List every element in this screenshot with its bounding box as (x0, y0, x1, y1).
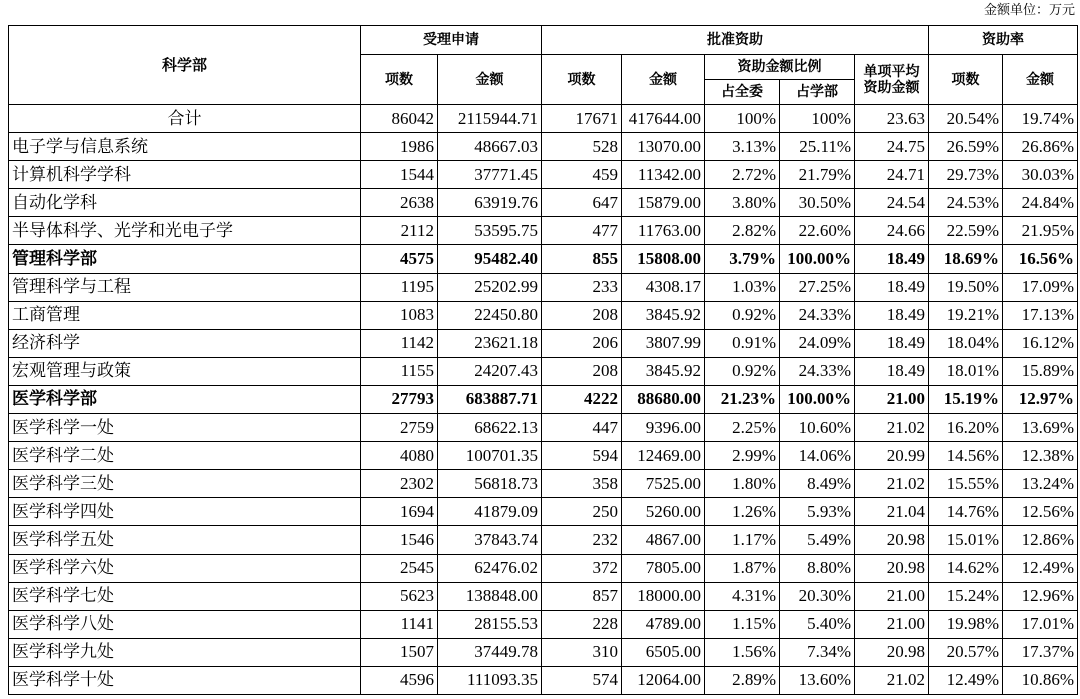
cell-approved-count: 208 (542, 358, 622, 386)
cell-share-of-department: 25.11% (780, 133, 855, 161)
cell-share-of-total: 1.03% (705, 274, 780, 302)
cell-approved-count: 208 (542, 302, 622, 330)
cell-average-amount: 24.75 (855, 133, 929, 161)
cell-rate-count: 14.56% (929, 442, 1003, 470)
cell-average-amount: 21.00 (855, 386, 929, 414)
cell-share-of-total: 1.56% (705, 639, 780, 667)
cell-department-name: 医学科学七处 (9, 583, 361, 611)
cell-rate-amount: 24.84% (1003, 189, 1078, 217)
cell-applied-count: 27793 (361, 386, 438, 414)
cell-share-of-department: 30.50% (780, 189, 855, 217)
cell-rate-count: 15.01% (929, 526, 1003, 554)
cell-approved-amount: 18000.00 (622, 583, 705, 611)
cell-applied-count: 86042 (361, 105, 438, 133)
cell-approved-amount: 3845.92 (622, 358, 705, 386)
cell-applied-amount: 37771.45 (438, 161, 542, 189)
header-applications: 受理申请 (361, 26, 542, 55)
cell-approved-count: 647 (542, 189, 622, 217)
cell-applied-count: 1507 (361, 639, 438, 667)
header-average-amount-line1: 单项平均 (863, 63, 920, 80)
cell-applied-amount: 22450.80 (438, 302, 542, 330)
header-approved: 批准资助 (542, 26, 929, 55)
cell-average-amount: 24.66 (855, 217, 929, 245)
cell-rate-amount: 12.56% (1003, 498, 1078, 526)
cell-department-name: 经济科学 (9, 330, 361, 358)
cell-approved-amount: 4789.00 (622, 611, 705, 639)
cell-applied-amount: 25202.99 (438, 274, 542, 302)
cell-approved-count: 528 (542, 133, 622, 161)
cell-average-amount: 24.71 (855, 161, 929, 189)
cell-average-amount: 20.98 (855, 639, 929, 667)
cell-applied-count: 4080 (361, 442, 438, 470)
cell-department-name: 医学科学二处 (9, 442, 361, 470)
cell-average-amount: 18.49 (855, 245, 929, 273)
cell-applied-amount: 2115944.71 (438, 105, 542, 133)
cell-applied-amount: 95482.40 (438, 245, 542, 273)
cell-rate-count: 19.21% (929, 302, 1003, 330)
cell-share-of-department: 5.49% (780, 526, 855, 554)
cell-approved-amount: 5260.00 (622, 498, 705, 526)
cell-share-of-department: 8.80% (780, 555, 855, 583)
cell-approved-amount: 15879.00 (622, 189, 705, 217)
cell-approved-count: 459 (542, 161, 622, 189)
cell-average-amount: 21.04 (855, 498, 929, 526)
cell-rate-amount: 26.86% (1003, 133, 1078, 161)
cell-share-of-department: 14.06% (780, 442, 855, 470)
cell-applied-count: 5623 (361, 583, 438, 611)
cell-rate-amount: 17.01% (1003, 611, 1078, 639)
cell-share-of-total: 2.82% (705, 217, 780, 245)
cell-share-of-department: 100.00% (780, 386, 855, 414)
cell-department-name: 宏观管理与政策 (9, 358, 361, 386)
header-rate-amount: 金额 (1003, 55, 1078, 105)
cell-department-name: 医学科学五处 (9, 526, 361, 554)
cell-share-of-department: 100% (780, 105, 855, 133)
cell-applied-count: 2302 (361, 470, 438, 498)
cell-approved-amount: 417644.00 (622, 105, 705, 133)
cell-applied-amount: 62476.02 (438, 555, 542, 583)
cell-share-of-department: 24.33% (780, 358, 855, 386)
cell-applied-count: 1694 (361, 498, 438, 526)
cell-department-name: 自动化学科 (9, 189, 361, 217)
cell-average-amount: 18.49 (855, 274, 929, 302)
cell-department-name: 医学科学八处 (9, 611, 361, 639)
cell-applied-count: 1546 (361, 526, 438, 554)
cell-rate-amount: 16.56% (1003, 245, 1078, 273)
cell-applied-amount: 37843.74 (438, 526, 542, 554)
cell-share-of-total: 0.92% (705, 302, 780, 330)
cell-share-of-total: 3.13% (705, 133, 780, 161)
cell-approved-amount: 11342.00 (622, 161, 705, 189)
cell-average-amount: 21.02 (855, 667, 929, 695)
cell-approved-amount: 11763.00 (622, 217, 705, 245)
cell-average-amount: 21.02 (855, 470, 929, 498)
cell-average-amount: 18.49 (855, 358, 929, 386)
cell-department-name: 医学科学三处 (9, 470, 361, 498)
cell-approved-count: 4222 (542, 386, 622, 414)
cell-average-amount: 24.54 (855, 189, 929, 217)
cell-rate-count: 29.73% (929, 161, 1003, 189)
cell-department-name: 医学科学六处 (9, 555, 361, 583)
cell-approved-amount: 7525.00 (622, 470, 705, 498)
header-rate-count: 项数 (929, 55, 1003, 105)
cell-approved-count: 372 (542, 555, 622, 583)
cell-rate-amount: 10.86% (1003, 667, 1078, 695)
cell-rate-count: 19.98% (929, 611, 1003, 639)
cell-share-of-total: 2.89% (705, 667, 780, 695)
cell-share-of-department: 20.30% (780, 583, 855, 611)
cell-applied-amount: 111093.35 (438, 667, 542, 695)
cell-share-of-department: 24.09% (780, 330, 855, 358)
cell-approved-count: 358 (542, 470, 622, 498)
cell-applied-count: 1142 (361, 330, 438, 358)
cell-approved-amount: 88680.00 (622, 386, 705, 414)
cell-rate-amount: 30.03% (1003, 161, 1078, 189)
cell-approved-amount: 3845.92 (622, 302, 705, 330)
cell-share-of-department: 13.60% (780, 667, 855, 695)
cell-approved-amount: 12064.00 (622, 667, 705, 695)
cell-applied-count: 2112 (361, 217, 438, 245)
cell-applied-amount: 53595.75 (438, 217, 542, 245)
cell-applied-count: 1155 (361, 358, 438, 386)
cell-applied-count: 1544 (361, 161, 438, 189)
cell-approved-amount: 6505.00 (622, 639, 705, 667)
cell-share-of-department: 24.33% (780, 302, 855, 330)
cell-applied-count: 4575 (361, 245, 438, 273)
cell-approved-count: 310 (542, 639, 622, 667)
cell-average-amount: 20.98 (855, 555, 929, 583)
cell-approved-count: 250 (542, 498, 622, 526)
funding-table (8, 25, 1078, 695)
header-share-of-department: 占学部 (780, 80, 855, 105)
unit-note: 金额单位：万元 (983, 3, 1075, 18)
cell-share-of-total: 1.17% (705, 526, 780, 554)
cell-approved-count: 574 (542, 667, 622, 695)
cell-share-of-total: 1.87% (705, 555, 780, 583)
cell-department-name: 合计 (9, 105, 361, 133)
cell-share-of-total: 3.79% (705, 245, 780, 273)
cell-share-of-department: 10.60% (780, 414, 855, 442)
cell-rate-count: 15.55% (929, 470, 1003, 498)
cell-share-of-total: 2.99% (705, 442, 780, 470)
cell-approved-count: 233 (542, 274, 622, 302)
cell-rate-amount: 13.24% (1003, 470, 1078, 498)
cell-applied-amount: 37449.78 (438, 639, 542, 667)
cell-rate-amount: 13.69% (1003, 414, 1078, 442)
cell-applied-amount: 48667.03 (438, 133, 542, 161)
cell-rate-amount: 12.97% (1003, 386, 1078, 414)
cell-approved-count: 857 (542, 583, 622, 611)
cell-rate-amount: 17.37% (1003, 639, 1078, 667)
cell-rate-count: 16.20% (929, 414, 1003, 442)
cell-rate-count: 24.53% (929, 189, 1003, 217)
cell-approved-amount: 4308.17 (622, 274, 705, 302)
cell-approved-count: 17671 (542, 105, 622, 133)
cell-rate-count: 26.59% (929, 133, 1003, 161)
cell-average-amount: 18.49 (855, 302, 929, 330)
cell-applied-amount: 683887.71 (438, 386, 542, 414)
cell-applied-amount: 56818.73 (438, 470, 542, 498)
cell-approved-amount: 13070.00 (622, 133, 705, 161)
cell-rate-count: 20.57% (929, 639, 1003, 667)
cell-applied-count: 1141 (361, 611, 438, 639)
cell-applied-count: 4596 (361, 667, 438, 695)
cell-department-name: 医学科学部 (9, 386, 361, 414)
cell-approved-count: 594 (542, 442, 622, 470)
cell-rate-count: 15.19% (929, 386, 1003, 414)
cell-share-of-department: 5.93% (780, 498, 855, 526)
cell-approved-amount: 9396.00 (622, 414, 705, 442)
cell-average-amount: 20.98 (855, 526, 929, 554)
cell-department-name: 工商管理 (9, 302, 361, 330)
cell-share-of-total: 1.15% (705, 611, 780, 639)
cell-rate-amount: 12.96% (1003, 583, 1078, 611)
cell-approved-amount: 7805.00 (622, 555, 705, 583)
cell-average-amount: 21.00 (855, 583, 929, 611)
header-department: 科学部 (9, 26, 361, 105)
header-approved-amount: 金额 (622, 55, 705, 105)
cell-share-of-total: 4.31% (705, 583, 780, 611)
cell-approved-count: 447 (542, 414, 622, 442)
cell-department-name: 医学科学四处 (9, 498, 361, 526)
cell-applied-count: 1195 (361, 274, 438, 302)
cell-average-amount: 21.02 (855, 414, 929, 442)
cell-applied-amount: 100701.35 (438, 442, 542, 470)
cell-rate-amount: 16.12% (1003, 330, 1078, 358)
cell-applied-count: 2545 (361, 555, 438, 583)
cell-share-of-department: 21.79% (780, 161, 855, 189)
cell-rate-count: 18.01% (929, 358, 1003, 386)
cell-department-name: 半导体科学、光学和光电子学 (9, 217, 361, 245)
cell-rate-amount: 15.89% (1003, 358, 1078, 386)
header-share-of-total: 占全委 (705, 80, 780, 105)
cell-department-name: 管理科学与工程 (9, 274, 361, 302)
cell-approved-amount: 3807.99 (622, 330, 705, 358)
cell-share-of-department: 22.60% (780, 217, 855, 245)
cell-rate-amount: 21.95% (1003, 217, 1078, 245)
cell-rate-amount: 17.09% (1003, 274, 1078, 302)
cell-approved-count: 206 (542, 330, 622, 358)
cell-applied-count: 2638 (361, 189, 438, 217)
cell-share-of-total: 100% (705, 105, 780, 133)
header-approved-count: 项数 (542, 55, 622, 105)
cell-rate-amount: 19.74% (1003, 105, 1078, 133)
cell-department-name: 医学科学九处 (9, 639, 361, 667)
header-applications-amount: 金额 (438, 55, 542, 105)
cell-rate-count: 12.49% (929, 667, 1003, 695)
cell-share-of-department: 5.40% (780, 611, 855, 639)
cell-applied-count: 2759 (361, 414, 438, 442)
cell-share-of-total: 1.80% (705, 470, 780, 498)
header-applications-count: 项数 (361, 55, 438, 105)
cell-applied-amount: 68622.13 (438, 414, 542, 442)
cell-department-name: 管理科学部 (9, 245, 361, 273)
cell-share-of-total: 3.80% (705, 189, 780, 217)
cell-average-amount: 23.63 (855, 105, 929, 133)
cell-rate-count: 19.50% (929, 274, 1003, 302)
cell-share-of-total: 0.92% (705, 358, 780, 386)
header-funding-rate: 资助率 (929, 26, 1078, 55)
cell-applied-amount: 138848.00 (438, 583, 542, 611)
cell-share-of-department: 8.49% (780, 470, 855, 498)
cell-approved-amount: 4867.00 (622, 526, 705, 554)
cell-applied-amount: 23621.18 (438, 330, 542, 358)
cell-applied-amount: 63919.76 (438, 189, 542, 217)
cell-share-of-total: 1.26% (705, 498, 780, 526)
cell-applied-amount: 24207.43 (438, 358, 542, 386)
cell-rate-amount: 12.38% (1003, 442, 1078, 470)
cell-applied-count: 1083 (361, 302, 438, 330)
cell-rate-amount: 12.49% (1003, 555, 1078, 583)
cell-rate-count: 15.24% (929, 583, 1003, 611)
cell-average-amount: 20.99 (855, 442, 929, 470)
cell-rate-amount: 12.86% (1003, 526, 1078, 554)
cell-approved-count: 232 (542, 526, 622, 554)
cell-share-of-total: 2.25% (705, 414, 780, 442)
cell-rate-count: 20.54% (929, 105, 1003, 133)
cell-department-name: 医学科学一处 (9, 414, 361, 442)
cell-applied-amount: 41879.09 (438, 498, 542, 526)
cell-department-name: 计算机科学学科 (9, 161, 361, 189)
cell-share-of-department: 27.25% (780, 274, 855, 302)
cell-share-of-department: 100.00% (780, 245, 855, 273)
cell-rate-amount: 17.13% (1003, 302, 1078, 330)
cell-rate-count: 22.59% (929, 217, 1003, 245)
cell-approved-count: 228 (542, 611, 622, 639)
cell-approved-count: 855 (542, 245, 622, 273)
cell-share-of-total: 21.23% (705, 386, 780, 414)
cell-rate-count: 14.62% (929, 555, 1003, 583)
header-average-amount (855, 55, 929, 105)
cell-share-of-total: 0.91% (705, 330, 780, 358)
cell-average-amount: 18.49 (855, 330, 929, 358)
cell-average-amount: 21.00 (855, 611, 929, 639)
cell-rate-count: 14.76% (929, 498, 1003, 526)
cell-approved-amount: 15808.00 (622, 245, 705, 273)
cell-rate-count: 18.69% (929, 245, 1003, 273)
cell-share-of-department: 7.34% (780, 639, 855, 667)
cell-applied-count: 1986 (361, 133, 438, 161)
cell-approved-amount: 12469.00 (622, 442, 705, 470)
cell-applied-amount: 28155.53 (438, 611, 542, 639)
header-amount-share: 资助金额比例 (705, 55, 855, 80)
cell-department-name: 医学科学十处 (9, 667, 361, 695)
cell-department-name: 电子学与信息系统 (9, 133, 361, 161)
cell-approved-count: 477 (542, 217, 622, 245)
cell-share-of-total: 2.72% (705, 161, 780, 189)
header-average-amount-line2: 资助金额 (863, 79, 920, 96)
cell-rate-count: 18.04% (929, 330, 1003, 358)
